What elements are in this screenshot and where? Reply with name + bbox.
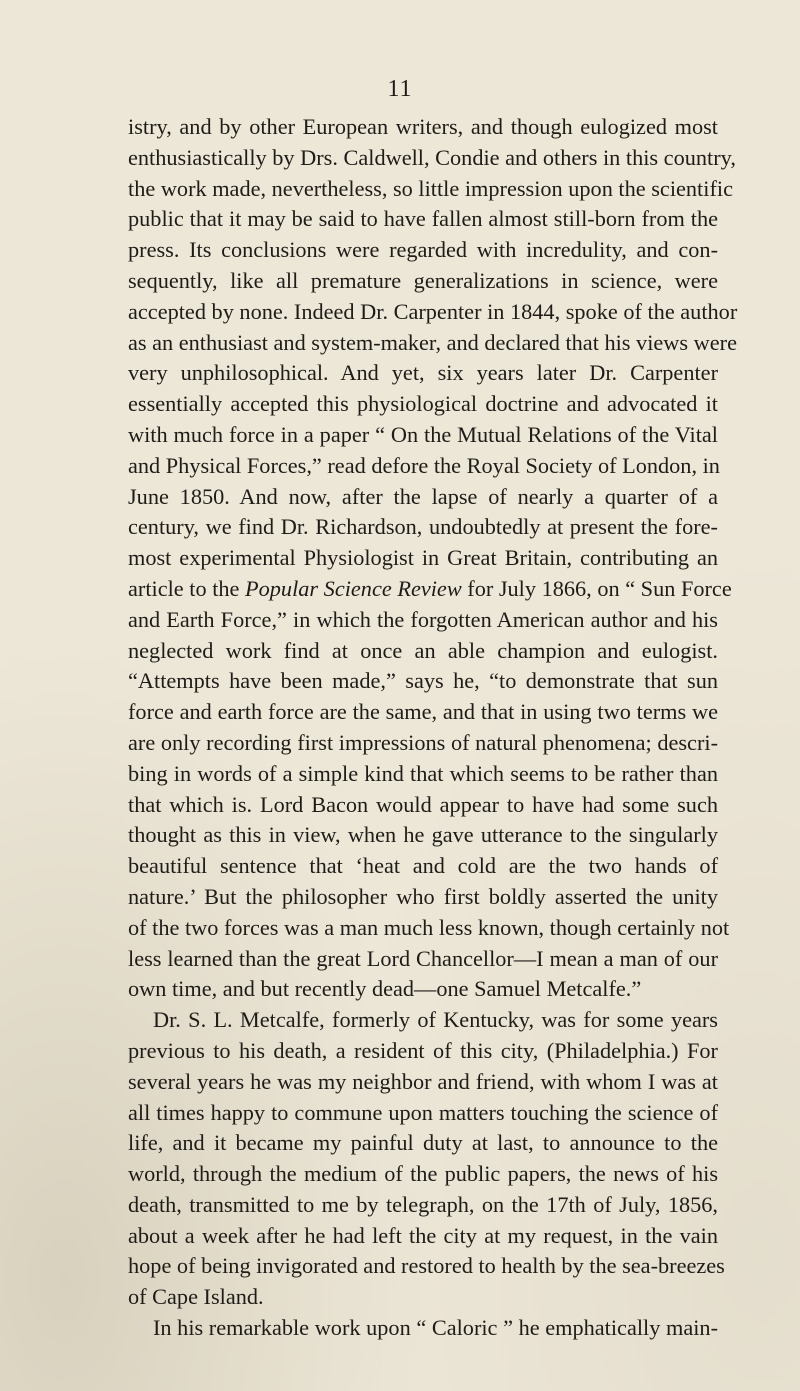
paragraph xyxy=(128,1313,718,1344)
text-line: thought as this in view, when he gave utterance to the singularly xyxy=(128,822,718,848)
text-line: essentially accepted this physiological doctrine and advocated it xyxy=(128,391,718,417)
text-line: “Attempts have been made,” says he, “to demonstrate that sun xyxy=(128,668,718,694)
text-line: and Earth Force,” in which the forgotten American author and his xyxy=(128,606,718,632)
text-line: and Physical Forces,” read defore the Royal Society of London, in xyxy=(128,452,720,478)
text-line: force and earth force are the same, and that in using two terms we xyxy=(128,699,718,725)
text-line: of Cape Island. xyxy=(128,1284,264,1310)
text-line: press. Its conclusions were regarded with incredulity, and con- xyxy=(128,237,718,263)
text-line: own time, and but recently dead—one Samuel Metcalfe.” xyxy=(128,976,642,1002)
text-line: accepted by none. Indeed Dr. Carpenter in 1844, spoke of the author xyxy=(128,298,738,324)
text-line: public that it may be said to have fallen almost still-born from the xyxy=(128,206,718,232)
text-line: article to the Popular Science Review for July 1866, on “ Sun Force xyxy=(128,575,732,601)
text-line: bing in words of a simple kind that which seems to be rather than xyxy=(128,760,718,786)
journal-title: Popular Science Review xyxy=(245,575,462,601)
text-line: enthusiastically by Drs. Caldwell, Condie and others in this country, xyxy=(128,144,736,170)
text-line: of the two forces was a man much less known, though certainly not xyxy=(128,914,730,940)
text-line: most experimental Physiologist in Great Britain, contributing an xyxy=(128,545,718,571)
text-line: less learned than the great Lord Chancellor—I mean a man of our xyxy=(128,945,718,971)
text-line: In his remarkable work upon “ Caloric ” he emphatically main- xyxy=(153,1315,718,1341)
text-line: life, and it became my painful duty at last, to announce to the xyxy=(128,1130,718,1156)
text-line: with much force in a paper “ On the Mutual Relations of the Vital xyxy=(128,421,718,447)
text-line: several years he was my neighbor and friend, with whom I was at xyxy=(128,1068,718,1094)
text-line: istry, and by other European writers, and though eulogized most xyxy=(128,114,718,139)
text-line: nature.’ But the philosopher who first boldly asserted the unity xyxy=(128,883,718,909)
text-line: as an enthusiast and system-maker, and declared that his views were xyxy=(128,329,737,355)
body-text xyxy=(128,112,738,1344)
text-line: world, through the medium of the public papers, the news of his xyxy=(128,1161,718,1187)
text-line: hope of being invigorated and restored to health by the sea-breezes xyxy=(128,1253,725,1279)
text-line: very unphilosophical. And yet, six years later Dr. Carpenter xyxy=(128,360,718,386)
text-line: neglected work find at once an able champion and eulogist. xyxy=(128,637,718,663)
text-line: sequently, like all premature generalizations in science, were xyxy=(128,267,718,293)
text-line: Dr. S. L. Metcalfe, formerly of Kentucky, was for some years xyxy=(153,1007,718,1033)
text-line: previous to his death, a resident of this city, (Philadelphia.) For xyxy=(128,1037,718,1063)
text-line: about a week after he had left the city at my request, in the vain xyxy=(128,1222,718,1248)
text-line: death, transmitted to me by telegraph, on the 17th of July, 1856, xyxy=(128,1191,718,1217)
text-line: June 1850. And now, after the lapse of nearly a quarter of a xyxy=(128,483,718,509)
paragraph xyxy=(128,1005,725,1313)
text-line: are only recording first impressions of natural phenomena; descri- xyxy=(128,729,718,755)
text-line: that which is. Lord Bacon would appear to have had some such xyxy=(128,791,718,817)
text-line: beautiful sentence that ‘heat and cold are the two hands of xyxy=(128,853,718,879)
text-line: the work made, nevertheless, so little impression upon the scientific xyxy=(128,175,733,201)
page-number: 11 xyxy=(387,76,413,102)
text-line: century, we find Dr. Richardson, undoubtedly at present the fore- xyxy=(128,514,718,540)
paragraph xyxy=(128,112,738,1005)
text-line: all times happy to commune upon matters touching the science of xyxy=(128,1099,718,1125)
